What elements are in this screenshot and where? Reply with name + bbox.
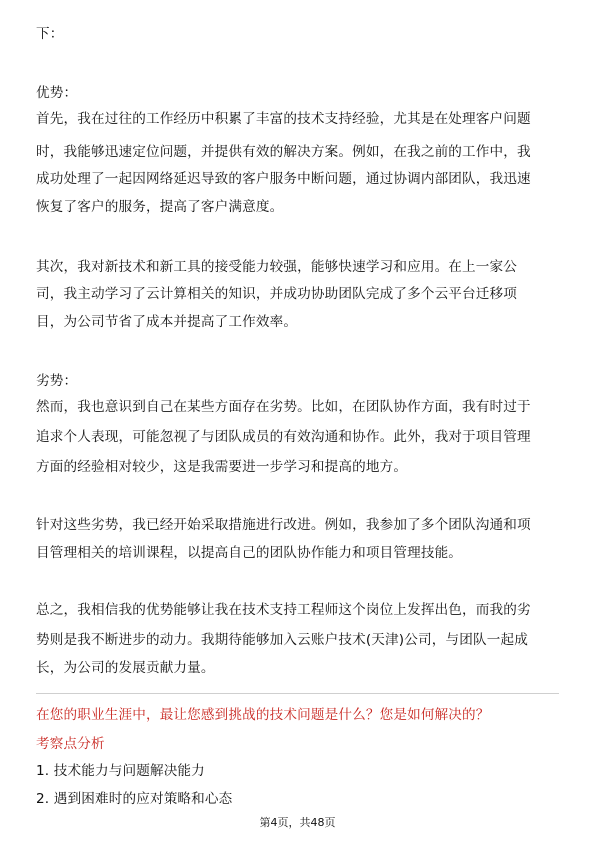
continued-line: 下： bbox=[36, 26, 64, 42]
analysis-heading: 考察点分析 bbox=[36, 736, 105, 752]
paragraph-line: 总之，我相信我的优势能够让我在技术支持工程师这个岗位上发挥出色，而我的劣 bbox=[36, 602, 531, 618]
paragraph-line: 时，我能够迅速定位问题，并提供有效的解决方案。例如，在我之前的工作中，我 bbox=[36, 144, 531, 160]
paragraph-line: 成功处理了一起因网络延迟导致的客户服务中断问题，通过协调内部团队，我迅速 bbox=[36, 171, 531, 187]
list-item: 2. 遇到困难时的应对策略和心态 bbox=[36, 791, 233, 807]
paragraph-line: 长，为公司的发展贡献力量。 bbox=[36, 660, 215, 676]
paragraph-line: 首先，我在过往的工作经历中积累了丰富的技术支持经验，尤其是在处理客户问题 bbox=[36, 111, 531, 127]
list-item: 1. 技术能力与问题解决能力 bbox=[36, 763, 205, 779]
paragraph-line: 恢复了客户的服务，提高了客户满意度。 bbox=[36, 199, 284, 215]
paragraph-line: 追求个人表现，可能忽视了与团队成员的有效沟通和协作。此外，我对于项目管理 bbox=[36, 429, 531, 445]
paragraph-line: 方面的经验相对较少，这是我需要进一步学习和提高的地方。 bbox=[36, 459, 408, 475]
paragraph-line: 目管理相关的培训课程，以提高自己的团队协作能力和项目管理技能。 bbox=[36, 545, 463, 561]
paragraph-line: 目，为公司节省了成本并提高了工作效率。 bbox=[36, 314, 298, 330]
advantages-heading: 优势： bbox=[36, 85, 78, 101]
page-number: 第4页，共48页 bbox=[259, 816, 336, 829]
section-divider bbox=[36, 693, 559, 694]
paragraph-line: 其次，我对新技术和新工具的接受能力较强，能够快速学习和应用。在上一家公 bbox=[36, 259, 518, 275]
disadvantages-heading: 劣势： bbox=[36, 373, 78, 389]
interview-question: 在您的职业生涯中，最让您感到挑战的技术问题是什么？您是如何解决的？ bbox=[36, 707, 490, 723]
paragraph-line: 针对这些劣势，我已经开始采取措施进行改进。例如，我参加了多个团队沟通和项 bbox=[36, 517, 531, 533]
paragraph-line: 势则是我不断进步的动力。我期待能够加入云账户技术(天津)公司，与团队一起成 bbox=[36, 632, 528, 648]
paragraph-line: 然而，我也意识到自己在某些方面存在劣势。比如，在团队协作方面，我有时过于 bbox=[36, 399, 531, 415]
paragraph-line: 司，我主动学习了云计算相关的知识，并成功协助团队完成了多个云平台迁移项 bbox=[36, 286, 518, 302]
